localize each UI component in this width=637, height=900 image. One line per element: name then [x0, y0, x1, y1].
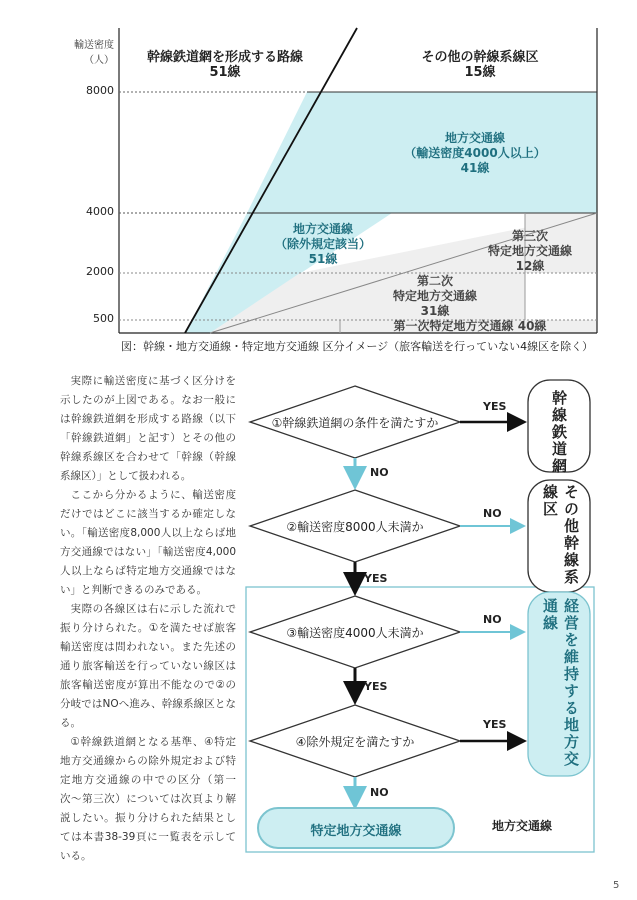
- q1-text: ①幹線鉄道網の条件を満たすか: [271, 416, 439, 430]
- blue-upper-label: 地方交通線 （輸送密度4000人以上） 41線: [404, 131, 546, 175]
- q4-text: ④除外規定を満たすか: [295, 735, 415, 749]
- q2-text: ②輸送密度8000人未満か: [286, 520, 424, 534]
- tick-8000: 8000: [86, 84, 114, 97]
- first-label: 第一次特定地方交通線 40線: [393, 319, 547, 333]
- tick-500: 500: [93, 312, 114, 325]
- group-label: 地方交通線: [492, 819, 553, 833]
- out2-text: その他幹線系線区: [541, 484, 580, 586]
- y-axis-label: 輸送密度 （人）: [74, 40, 114, 66]
- out3-text: 経営を維持する地方交通線: [541, 598, 580, 768]
- no-label-2: NO: [483, 507, 502, 520]
- no-label-3: NO: [483, 613, 502, 626]
- out3-text-wrap: [530, 598, 592, 776]
- blue-lower-label: 地方交通線 （除外規定該当） 51線: [274, 222, 371, 266]
- page-number: 5: [613, 880, 620, 891]
- tick-4000: 4000: [86, 205, 114, 218]
- yes-label-1: YES: [483, 400, 507, 413]
- figure-caption: 図：幹線・地方交通線・特定地方交通線 区分イメージ（旅客輸送を行っていない4線区を除く）: [121, 340, 594, 353]
- q3-text: ③輸送密度4000人未満か: [286, 626, 424, 640]
- left-region-label: 幹線鉄道網を形成する路線 51線: [146, 50, 303, 80]
- paragraph: 実際に輸送密度に基づく区分けを示したのが上図である。なお一般には幹線鉄道網を形成する路線（以下「幹線鉄道網」と記す）とその他の幹線系線区を合わせて「幹線（幹線系線区）」として扱われる。: [60, 375, 236, 482]
- tick-2000: 2000: [86, 265, 114, 278]
- paragraph: ①幹線鉄道網となる基準、④特定地方交通線からの除外規定および特定地方交通線の中での区分（第一次〜第三次）については次頁より解説したい。振り分けられた結果としては本書38-39頁に一覧表を示している。: [60, 736, 236, 862]
- final-text: 特定地方交通線: [310, 824, 402, 839]
- paragraph: 実際の各線区は右に示した流れで振り分けられた。①を満たせば旅客輸送密度は問われない。また先述の通り旅客輸送を行っていない線区は旅客輸送密度が算出不能なので②の分岐ではNOへ進み、幹線系線区となる。: [60, 603, 236, 729]
- no-label-1: NO: [370, 466, 389, 479]
- yes-label-4: YES: [483, 718, 507, 731]
- right-region-label: その他の幹線系線区 15線: [421, 50, 539, 80]
- body-text: [60, 372, 236, 866]
- no-label-4: NO: [370, 786, 389, 799]
- third-label: 第三次 特定地方交通線 12線: [487, 229, 572, 273]
- paragraph: ここから分かるように、輸送密度だけではどこに該当するか確定しない。「輸送密度8,000人以上ならば地方交通線ではない」「輸送密度4,000人以上ならば特定地方交通線ではない」と判断できるのみである。: [60, 489, 236, 596]
- out1-text: 幹線鉄道網: [550, 390, 568, 475]
- second-label: 第二次 特定地方交通線 31線: [392, 274, 477, 318]
- yes-label-3: YES: [364, 680, 388, 693]
- yes-label-2: YES: [364, 572, 388, 585]
- out2-text-wrap: [530, 484, 592, 592]
